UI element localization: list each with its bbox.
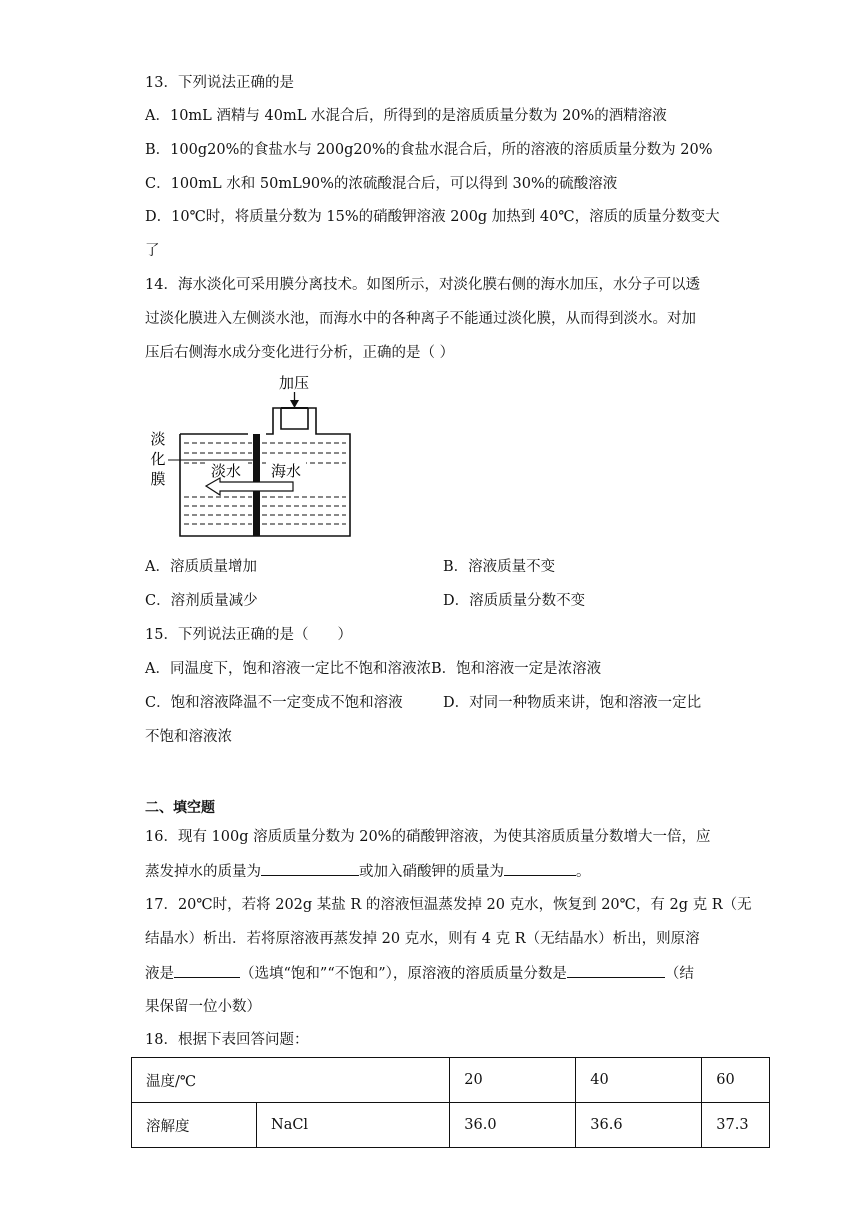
q17-line3 xyxy=(145,963,694,984)
q16-blank-1[interactable] xyxy=(261,861,359,876)
q14-option-a: A．溶质质量增加 xyxy=(145,559,257,575)
q14-stem-line3: 压后右侧海水成分变化进行分析，正确的是（ ） xyxy=(145,345,455,361)
q15-option-d: D．对同一种物质来讲，饱和溶液一定比 xyxy=(443,695,702,711)
pressure-label: 加压 xyxy=(278,374,310,392)
q14-option-b: B．溶液质量不变 xyxy=(443,559,556,575)
q17-blank-2[interactable] xyxy=(567,963,665,978)
table-cell: 36.6 xyxy=(576,1103,702,1148)
q14-stem-line2: 过淡化膜进入左侧淡水池，而海水中的各种离子不能通过淡化膜，从而得到淡水。对加 xyxy=(145,311,696,327)
q17-blank-1[interactable] xyxy=(174,963,240,978)
flow-arrow xyxy=(206,478,293,495)
q13-option-a: A．10mL 酒精与 40mL 水混合后，所得到的是溶质质量分数为 20%的酒精溶液 xyxy=(145,108,667,124)
membrane-label-3: 膜 xyxy=(150,470,166,488)
q14-stem-line1: 14．海水淡化可采用膜分离技术。如图所示，对淡化膜右侧的海水加压，水分子可以透 xyxy=(145,277,700,293)
tank-outline xyxy=(180,408,350,536)
q16-text-a: 蒸发掉水的质量为 xyxy=(145,864,261,880)
q15-option-c: C．饱和溶液降温不一定变成不饱和溶液 xyxy=(145,695,403,711)
membrane-label-2: 化 xyxy=(150,450,166,468)
q14-option-c: C．溶剂质量减少 xyxy=(145,593,258,609)
membrane-label-1: 淡 xyxy=(150,430,166,448)
q16-line1: 16．现有 100g 溶质质量分数为 20%的硝酸钾溶液，为使其溶质质量分数增大一倍，应 xyxy=(145,829,711,845)
table-row xyxy=(132,1103,770,1148)
q13-option-d-cont: 了 xyxy=(145,243,160,259)
q16-text-c: 。 xyxy=(576,864,591,880)
section-title: 二、填空题 xyxy=(145,800,215,816)
q15-stem: 15．下列说法正确的是（ ） xyxy=(145,627,352,643)
q17-text-c: （结 xyxy=(664,966,694,982)
table-cell: 36.0 xyxy=(450,1103,576,1148)
q15-option-d-cont: 不饱和溶液浓 xyxy=(145,729,232,745)
q13-option-c: C．100mL 水和 50mL90%的浓硫酸混合后，可以得到 30%的硫酸溶液 xyxy=(145,176,618,192)
q13-option-d: D．10℃时，将质量分数为 15%的硝酸钾溶液 200g 加热到 40℃，溶质的质量分数变大 xyxy=(145,209,720,225)
table-cell: 20 xyxy=(450,1058,576,1103)
q18-stem: 18．根据下表回答问题： xyxy=(145,1032,309,1048)
q17-text-a: 液是 xyxy=(145,966,174,982)
q15-options-ab: A．同温度下，饱和溶液一定比不饱和溶液浓B．饱和溶液一定是浓溶液 xyxy=(145,661,602,677)
q16-line2 xyxy=(145,861,591,882)
fresh-water-label: 淡水 xyxy=(210,462,242,480)
table-cell: 温度/℃ xyxy=(132,1058,450,1103)
table-cell: 60 xyxy=(702,1058,770,1103)
sea-water-label: 海水 xyxy=(270,462,302,480)
table-cell: 40 xyxy=(576,1058,702,1103)
pressure-arrow-head xyxy=(290,400,299,408)
q13-stem: 13．下列说法正确的是 xyxy=(145,75,294,91)
table-cell: NaCl xyxy=(257,1103,450,1148)
q17-text-b: （选填“饱和”“不饱和”），原溶液的溶质质量分数是 xyxy=(240,966,567,982)
solubility-table xyxy=(131,1057,770,1148)
q17-line2: 结晶水）析出．若将原溶液再蒸发掉 20 克水，则有 4 克 R（无结晶水）析出，则原溶 xyxy=(145,931,700,947)
q17-line4: 果保留一位小数） xyxy=(145,999,261,1015)
membrane-diagram xyxy=(148,372,358,542)
q16-text-b: 或加入硝酸钾的质量为 xyxy=(359,864,504,880)
q14-option-d: D．溶质质量分数不变 xyxy=(443,593,586,609)
table-row xyxy=(132,1058,770,1103)
table-cell: 37.3 xyxy=(702,1103,770,1148)
q16-blank-2[interactable] xyxy=(504,861,576,876)
table-cell: 溶解度 xyxy=(132,1103,257,1148)
q17-line1: 17．20℃时，若将 202g 某盐 R 的溶液恒温蒸发掉 20 克水，恢复到 20℃，有 2g 克 R（无 xyxy=(145,897,752,913)
q13-option-b: B．100g20%的食盐水与 200g20%的食盐水混合后，所的溶液的溶质质量分数为 20% xyxy=(145,142,713,158)
